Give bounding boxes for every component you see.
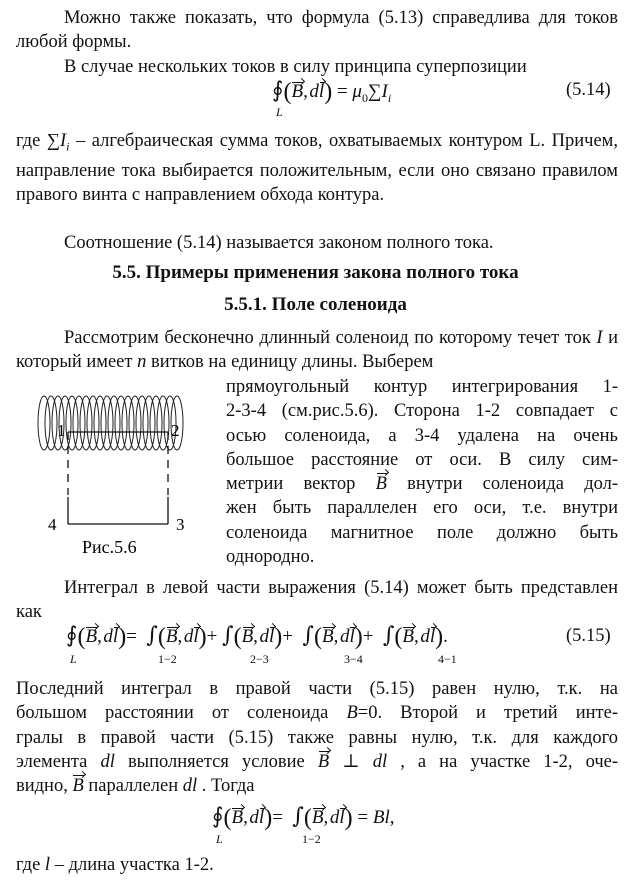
- equation-5-15-number: (5.15): [566, 626, 611, 646]
- subsection-heading: 5.5.1. Поле соленоида: [224, 294, 407, 315]
- equation-final: ∮(B, dl)= ∫(B, dl) = Bl,: [212, 804, 395, 831]
- equation-final-limit-12: 1−2: [302, 832, 321, 846]
- paragraph-length-definition: где l – длина участка 1-2.: [16, 855, 214, 875]
- equation-5-14-number: (5.14): [566, 80, 611, 100]
- paragraph-sum-definition: где $\sum I_i$ – алгебраическая сумма токов, охватываемых контуром L. Причем, направление тока выбирается положительным, если оно связано правилом правого винта с направлением обхода контура.: [16, 131, 619, 206]
- paragraph-beside-figure: прямоугольный контур интегрирования 1- 2-3-4 (см.рис.5.6). Сторона 1-2 совпадает с осью соленоида, а 3-4 удалена на очень большое расстояние от оси. В силу сим- метрии вектор B внутри соленоида дол- жен быть параллелен его оси, т.е. внутри соленоида магнитное поле должно быть однородно.: [226, 377, 619, 568]
- figure-label-1: 1: [57, 421, 66, 440]
- equation-final-limit-L: L: [216, 832, 223, 846]
- figure-label-3: 3: [176, 515, 185, 534]
- equation-5-15-limit-12: 1−2: [158, 652, 177, 666]
- equation-5-15-limit-23: 2−3: [250, 652, 269, 666]
- section-heading: 5.5. Примеры применения закона полного тока: [112, 262, 519, 283]
- paragraph-formula-validity: Можно также показать, что формула (5.13) справедлива для токов любой формы.: [16, 8, 618, 53]
- paragraph-integrals-zero: Последний интеграл в правой части (5.15) равен нулю, т.к. на большом расстоянии от соленоида B=0. Второй и третий инте- гралы в правой части (5.15) также равны нулю, т.к. для каждого элемента dl выполняется условие B ⊥ dl , а на участке 1-2, оче- видно, B параллелен dl . Тогда: [16, 677, 618, 798]
- figure-caption: Рис.5.6: [82, 537, 137, 557]
- equation-5-15-limit-L: L: [70, 652, 77, 666]
- paragraph-integral-split: Интеграл в левой части выражения (5.14) может быть представлен как: [16, 578, 618, 623]
- figure-label-2: 2: [171, 421, 180, 440]
- equation-5-15-limit-34: 3−4: [344, 652, 363, 666]
- equation-5-15: ∮(B, dl)= ∫(B, dl)+ ∫(B, dl)+ ∫(B, dl)+ ∫(B, dl).: [66, 623, 448, 650]
- figure-label-4: 4: [48, 515, 57, 534]
- equation-5-14: ∮(B, $dl) = \mu_0\sum I_i$: [272, 78, 392, 105]
- paragraph-superposition: В случае нескольких токов в силу принципа суперпозиции: [64, 57, 527, 77]
- equation-5-15-limit-41: 4−1: [438, 652, 457, 666]
- paragraph-solenoid-intro: Рассмотрим бесконечно длинный соленоид по которому течет ток I и который имеет n витков на единицу длины. Выберем: [16, 328, 619, 373]
- solenoid-figure: [34, 393, 206, 563]
- paragraph-full-current-law: Соотношение (5.14) называется законом полного тока.: [64, 233, 494, 253]
- equation-5-14-contour-label: L: [276, 105, 283, 119]
